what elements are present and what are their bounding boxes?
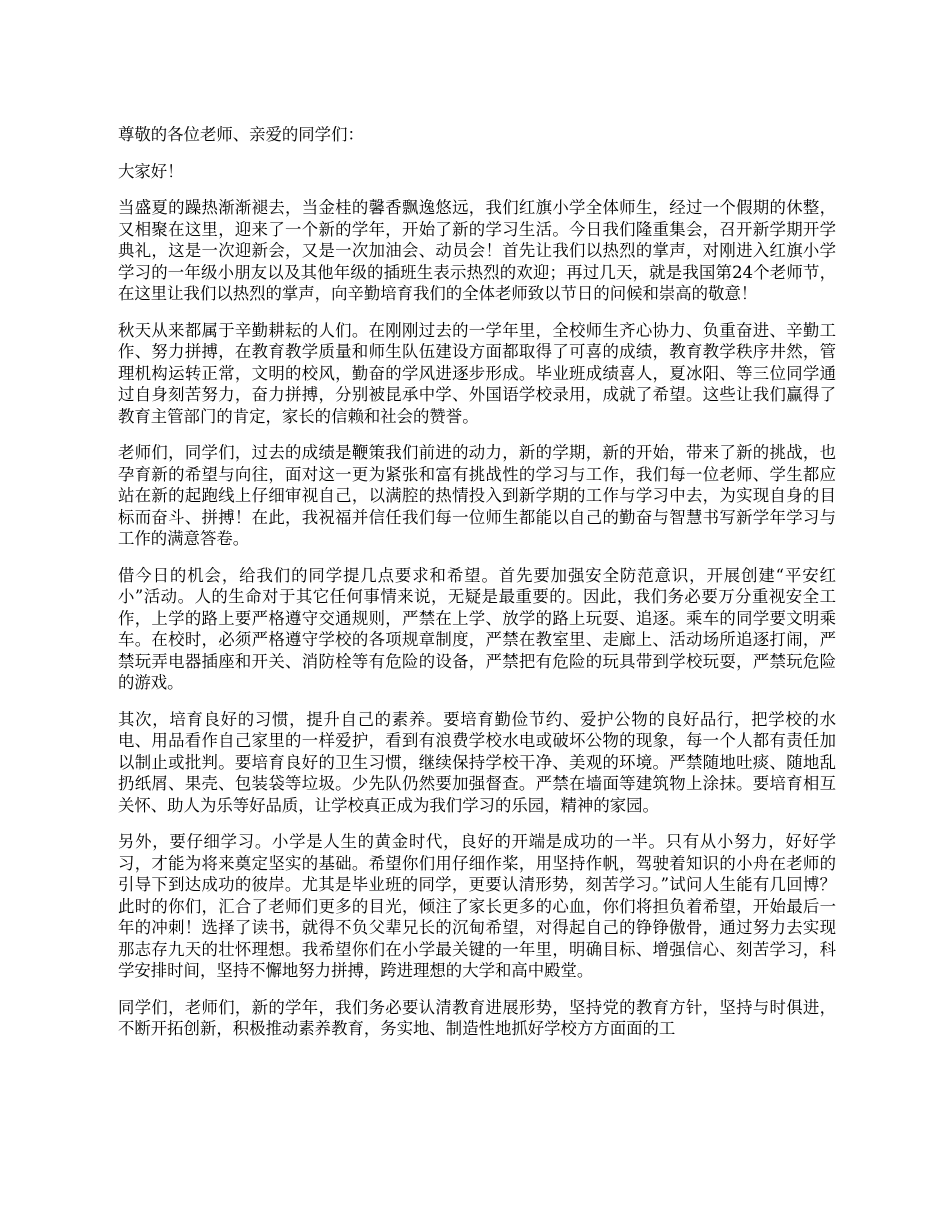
salutation: 尊敬的各位老师、亲爱的同学们： (118, 125, 364, 144)
paragraph-6: 另外，要仔细学习。小学是人生的黄金时代，良好的开端是成功的一半。只有从小努力，好好学习，才能为将来奠定坚实的基础。希望你们用仔细作桨，用坚持作帆，驾驶着知识的小舟在老师的引导下到达成功的彼岸。尤其是毕业班的同学，更要认清形势，刻苦学习。”试问人生能有几回博？此时的你们，汇合了老师们更多的目光，倾注了家长更多的心血，你们将担负着希望，开始最后一年的冲刺！选择了读书，就得不负父辈兄长的沉甸希望，对得起自己的铮铮傲骨，通过努力去实现那志存九天的壮怀理想。我希望你们在小学最关键的一年里，明确目标、增强信心、刻苦学习，科学安排时间，坚持不懈地努力拼搏，跨进理想的大学和高中殿堂。 (118, 832, 836, 980)
document-page (118, 124, 836, 1055)
paragraph-1: 当盛夏的躁热渐渐褪去，当金桂的馨香飘逸悠远，我们红旗小学全体师生，经过一个假期的休整，又相聚在这里，迎来了一个新的学年，开始了新的学习生活。今日我们隆重集会，召开新学期开学典礼，这是一次迎新会，又是一次加油会、动员会！首先让我们以热烈的掌声，对刚进入红旗小学学习的一年级小朋友以及其他年级的插班生表示热烈的欢迎；再过几天，就是我国第24个老师节，在这里让我们以热烈的掌声，向辛勤培育我们的全体老师致以节日的问候和崇高的敬意！ (118, 198, 836, 303)
paragraph-4: 借今日的机会，给我们的同学提几点要求和希望。首先要加强安全防范意识，开展创建“平安红小”活动。人的生命对于其它任何事情来说，无疑是最重要的。因此，我们务必要万分重视安全工作，上学的路上要严格遵守交通规则，严禁在上学、放学的路上玩耍、追逐。乘车的同学要文明乘车。在校时，必须严格遵守学校的各项规章制度，严禁在教室里、走廊上、活动场所追逐打闹，严禁玩弄电器插座和开关、消防栓等有危险的设备，严禁把有危险的玩具带到学校玩耍，严禁玩危险的游戏。 (118, 565, 836, 692)
paragraph-7: 同学们，老师们，新的学年，我们务必要认清教育进展形势，坚持党的教育方针，坚持与时俱进，不断开拓创新，积极推动素养教育，务实地、制造性地抓好学校方方面面的工 (118, 997, 836, 1038)
paragraph-3: 老师们，同学们，过去的成绩是鞭策我们前进的动力，新的学期，新的开始，带来了新的挑战，也孕育新的希望与向往，面对这一更为紧张和富有挑战性的学习与工作，我们每一位老师、学生都应站在新的起跑线上仔细审视自己，以满腔的热情投入到新学期的工作与学习中去，为实现自身的目标而奋斗、拼搏！在此，我祝福并信任我们每一位师生都能以自己的勤奋与智慧书写新学年学习与工作的满意答卷。 (118, 443, 836, 548)
paragraph-5: 其次，培育良好的习惯，提升自己的素养。要培育勤俭节约、爱护公物的良好品行，把学校的水电、用品看作自己家里的一样爱护，看到有浪费学校水电或破坏公物的现象，每一个人都有责任加以制止或批判。要培育良好的卫生习惯，继续保持学校干净、美观的环境。严禁随地吐痰、随地乱扔纸屑、果壳、包装袋等垃圾。少先队仍然要加强督查。严禁在墙面等建筑物上涂抹。要培育相互关怀、助人为乐等好品质，让学校真正成为我们学习的乐园，精神的家园。 (118, 709, 836, 815)
greeting: 大家好！ (118, 161, 184, 181)
paragraph-2: 秋天从来都属于辛勤耕耘的人们。在刚刚过去的一学年里，全校师生齐心协力、负重奋进、辛勤工作、努力拼搏，在教育教学质量和师生队伍建设方面都取得了可喜的成绩，教育教学秩序井然，管理机构运转正常，文明的校风，勤奋的学风进逐步形成。毕业班成绩喜人，夏冰阳、等三位同学通过自身刻苦努力，奋力拼搏，分别被昆承中学、外国语学校录用，成就了希望。这些让我们赢得了教育主管部门的肯定，家长的信赖和社会的赞誉。 (118, 320, 836, 426)
